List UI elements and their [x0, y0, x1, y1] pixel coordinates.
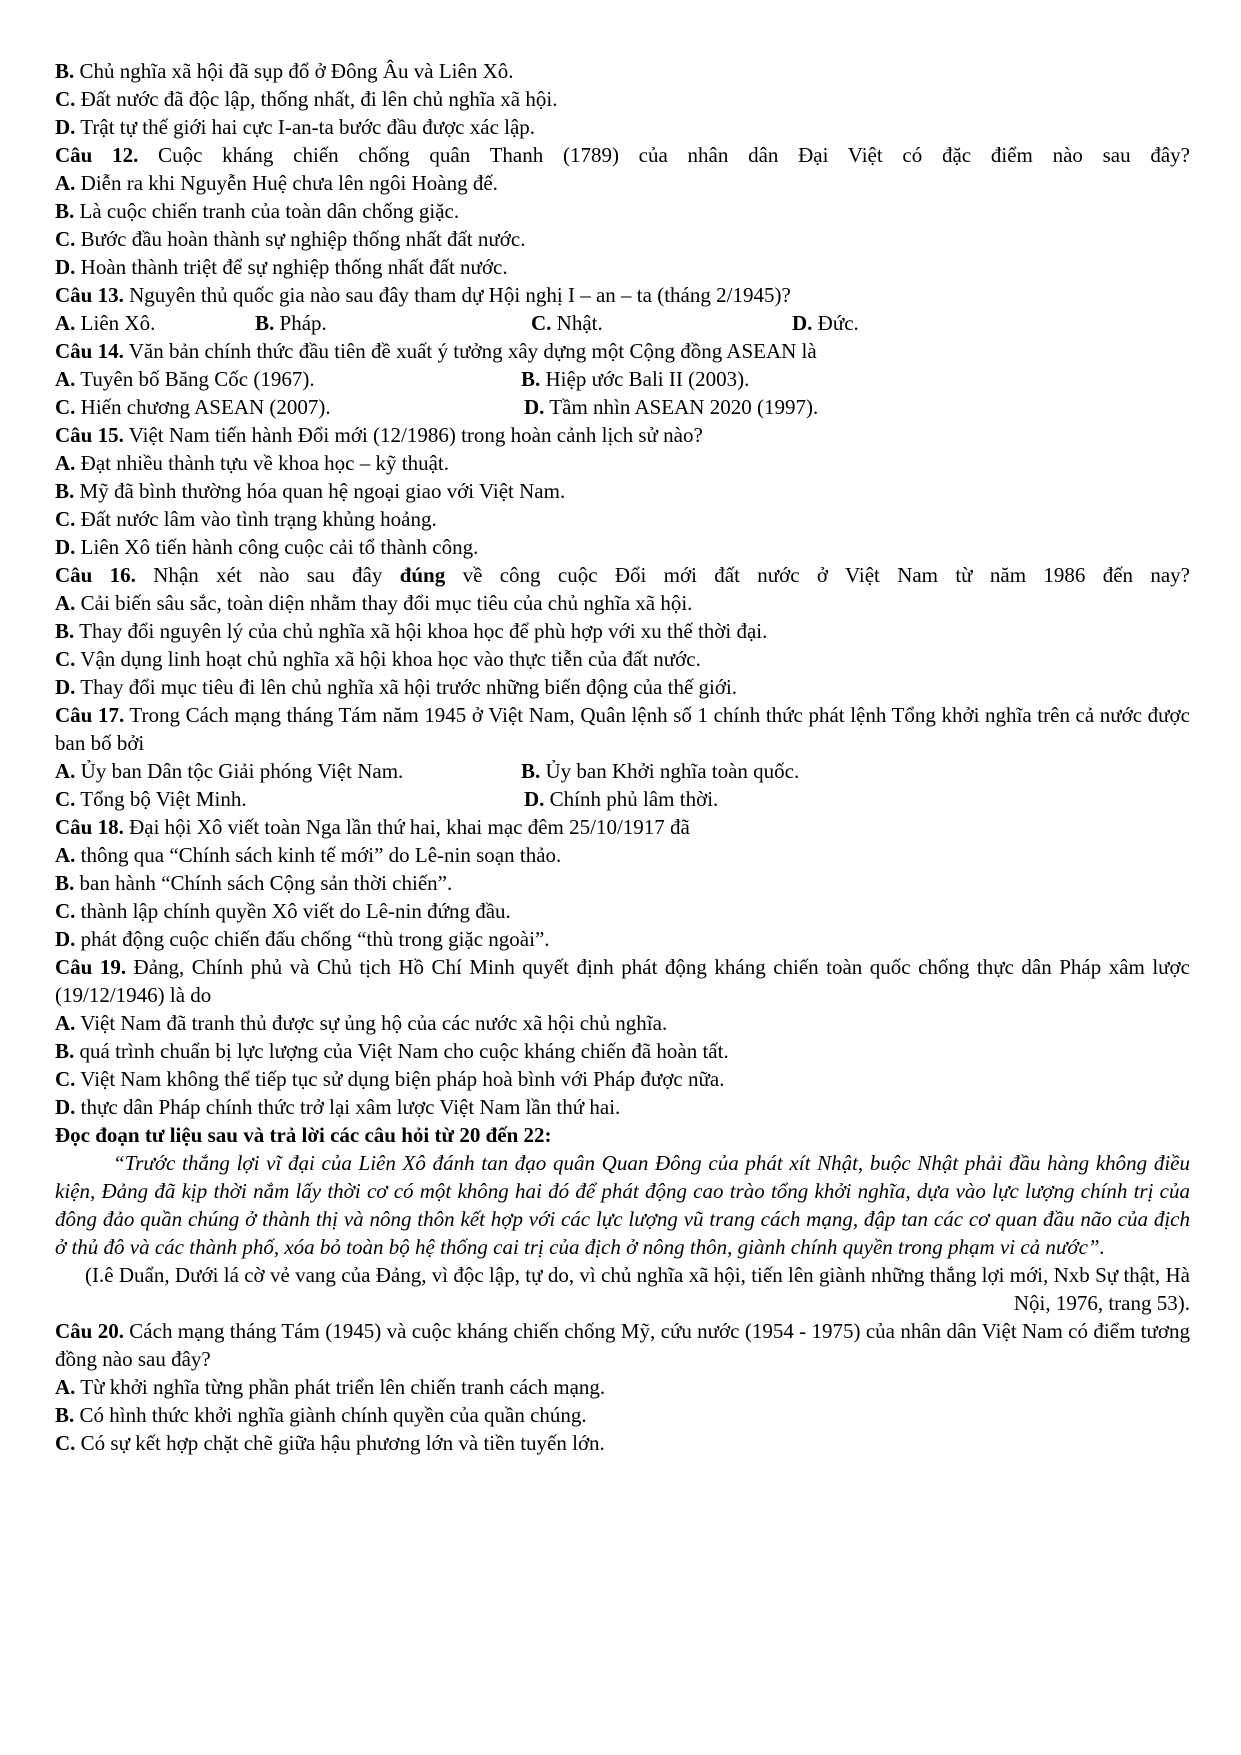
answer-option: [55, 225, 1190, 253]
text: Bước đầu hoàn thành sự nghiệp thống nhất đất nước.: [75, 227, 526, 251]
answer-option: [521, 757, 799, 785]
answer-option: [55, 1093, 1190, 1121]
bold-text: A.: [55, 759, 76, 783]
bold-text: D.: [55, 1095, 76, 1119]
answer-option: [55, 869, 1190, 897]
bold-text: đúng: [399, 563, 446, 587]
italic-text: “Trước thắng lợi vĩ đại của Liên Xô đánh tan đạo quân Quan Đông của phát xít Nhật, buộc Nhật phải đầu hàng không điều kiện, Đảng đã kịp thời nắm lấy thời cơ có một không hai đó để phát động cao trào tổng khởi nghĩa, dựa vào lực lượng chính trị của đông đảo quần chúng ở thành thị và nông thôn kết hợp với các lực lượng vũ trang cách mạng, đập tan các cơ quan đầu não của địch ở thủ đô và các thành phố, xóa bỏ toàn bộ hệ thống cai trị của địch ở nông thôn, giành chính quyền trong phạm vi cả nước”.: [55, 1151, 1190, 1259]
text: Đảng, Chính phủ và Chủ tịch Hồ Chí Minh quyết định phát động kháng chiến toàn quốc chống thực dân Pháp xâm lược (19/12/1946) là do: [55, 955, 1190, 1007]
answer-option: [521, 365, 749, 393]
bold-text: C.: [55, 1067, 76, 1091]
bold-text: Câu 13.: [55, 283, 124, 307]
answer-option: [255, 309, 327, 337]
answer-option: [55, 645, 1190, 673]
bold-text: B.: [55, 199, 75, 223]
bold-text: C.: [55, 899, 76, 923]
answer-option: [55, 253, 1190, 281]
text: phát động cuộc chiến đấu chống “thù trong giặc ngoài”.: [75, 927, 550, 951]
text: Thay đổi nguyên lý của chủ nghĩa xã hội khoa học để phù hợp với xu thế thời đại.: [74, 619, 768, 643]
text: Có hình thức khởi nghĩa giành chính quyền của quần chúng.: [74, 1403, 587, 1427]
text: Hiệp ước Bali II (2003).: [540, 367, 750, 391]
bold-text: D.: [524, 787, 545, 811]
text: Trong Cách mạng tháng Tám năm 1945 ở Việt Nam, Quân lệnh số 1 chính thức phát lệnh Tổng khởi nghĩa trên cả nước được ban bố bởi: [55, 703, 1190, 755]
bold-text: Câu 18.: [55, 815, 124, 839]
text: Ủy ban Khởi nghĩa toàn quốc.: [540, 759, 800, 783]
question-17: [55, 701, 1190, 757]
text: Chính phủ lâm thời.: [544, 787, 719, 811]
bold-text: C.: [55, 1431, 76, 1455]
bold-text: A.: [55, 171, 76, 195]
text: Vận dụng linh hoạt chủ nghĩa xã hội khoa học vào thực tiễn của đất nước.: [75, 647, 701, 671]
text: thông qua “Chính sách kinh tế mới” do Lê-nin soạn thảo.: [75, 843, 562, 867]
text: Liên Xô.: [75, 311, 156, 335]
text: Mỹ đã bình thường hóa quan hệ ngoại giao với Việt Nam.: [74, 479, 566, 503]
question-12: [55, 141, 1190, 169]
bold-text: B.: [55, 871, 75, 895]
text: Đất nước lâm vào tình trạng khủng hoảng.: [75, 507, 437, 531]
bold-text: B.: [55, 59, 75, 83]
bold-text: A.: [55, 311, 76, 335]
answer-option: [55, 897, 1190, 925]
question-13: [55, 281, 1190, 309]
bold-text: B.: [521, 367, 541, 391]
answer-option: [55, 1009, 1190, 1037]
text: Nguyên thủ quốc gia nào sau đây tham dự Hội nghị I – an – ta (tháng 2/1945)?: [123, 283, 791, 307]
bold-text: B.: [55, 1403, 75, 1427]
text: Đạt nhiều thành tựu về khoa học – kỹ thuật.: [75, 451, 449, 475]
bold-text: D.: [55, 927, 76, 951]
answer-option: [55, 617, 1190, 645]
bold-text: Câu 12.: [55, 143, 139, 167]
bold-text: D.: [55, 255, 76, 279]
text: Thay đổi mục tiêu đi lên chủ nghĩa xã hội trước những biến động của thế giới.: [75, 675, 738, 699]
text: Cách mạng tháng Tám (1945) và cuộc kháng chiến chống Mỹ, cứu nước (1954 - 1975) của nhân dân Việt Nam có điểm tương đồng nào sau đây?: [55, 1319, 1190, 1371]
answer-option: [55, 589, 1190, 617]
answer-option: [55, 169, 1190, 197]
answer-option: [55, 1429, 1190, 1457]
bold-text: B.: [55, 1039, 75, 1063]
bold-text: B.: [521, 759, 541, 783]
bold-text: Câu 14.: [55, 339, 124, 363]
answer-option-row: [55, 757, 1190, 785]
bold-text: D.: [55, 115, 76, 139]
answer-option-row: [55, 393, 1190, 421]
text: Việt Nam đã tranh thủ được sự ủng hộ của các nước xã hội chủ nghĩa.: [75, 1011, 668, 1035]
answer-option-row: [55, 309, 1190, 337]
text: Tuyên bố Băng Cốc (1967).: [75, 367, 315, 391]
text: Trật tự thế giới hai cực I-an-ta bước đầu được xác lập.: [75, 115, 536, 139]
bold-text: C.: [531, 311, 552, 335]
bold-text: D.: [792, 311, 813, 335]
text: Đại hội Xô viết toàn Nga lần thứ hai, khai mạc đêm 25/10/1917 đã: [123, 815, 690, 839]
bold-text: C.: [55, 507, 76, 531]
bold-text: C.: [55, 227, 76, 251]
text: Đất nước đã độc lập, thống nhất, đi lên chủ nghĩa xã hội.: [75, 87, 558, 111]
answer-option: [55, 673, 1190, 701]
bold-text: Câu 19.: [55, 955, 127, 979]
text: Liên Xô tiến hành công cuộc cải tổ thành công.: [75, 535, 479, 559]
text: Văn bản chính thức đầu tiên đề xuất ý tưởng xây dựng một Cộng đồng ASEAN là: [123, 339, 817, 363]
text: Cải biến sâu sắc, toàn diện nhằm thay đổi mục tiêu của chủ nghĩa xã hội.: [75, 591, 693, 615]
bold-text: A.: [55, 451, 76, 475]
answer-option: [55, 1065, 1190, 1093]
bold-text: Đọc đoạn tư liệu sau và trả lời các câu hỏi từ 20 đến 22:: [55, 1123, 552, 1147]
answer-option-row: [55, 785, 1190, 813]
bold-text: A.: [55, 591, 76, 615]
question-18: [55, 813, 1190, 841]
answer-option: [55, 365, 315, 393]
bold-text: B.: [55, 619, 75, 643]
text: Ủy ban Dân tộc Giải phóng Việt Nam.: [75, 759, 404, 783]
answer-option: [55, 113, 1190, 141]
text: Là cuộc chiến tranh của toàn dân chống giặc.: [74, 199, 460, 223]
text: Tổng bộ Việt Minh.: [75, 787, 247, 811]
question-20: [55, 1317, 1190, 1373]
question-14: [55, 337, 1190, 365]
answer-option: [55, 309, 155, 337]
answer-option: [531, 309, 603, 337]
answer-option: [524, 393, 818, 421]
text: Nhật.: [551, 311, 603, 335]
text: Nhận xét nào sau đây: [135, 563, 400, 587]
bold-text: Câu 16.: [55, 563, 136, 587]
text: Pháp.: [274, 311, 327, 335]
question-16: [55, 561, 1190, 589]
text: quá trình chuẩn bị lực lượng của Việt Nam cho cuộc kháng chiến đã hoàn tất.: [74, 1039, 729, 1063]
bold-text: C.: [55, 87, 76, 111]
answer-option: [55, 85, 1190, 113]
text: Hoàn thành triệt để sự nghiệp thống nhất đất nước.: [75, 255, 508, 279]
answer-option: [55, 393, 331, 421]
answer-option: [55, 841, 1190, 869]
bold-text: Câu 15.: [55, 423, 124, 447]
text: Diễn ra khi Nguyễn Huệ chưa lên ngôi Hoàng đế.: [75, 171, 498, 195]
answer-option: [55, 477, 1190, 505]
bold-text: B.: [55, 479, 75, 503]
bold-text: C.: [55, 647, 76, 671]
passage: [55, 1149, 1190, 1261]
bold-text: A.: [55, 843, 76, 867]
text: ban hành “Chính sách Cộng sản thời chiến”.: [74, 871, 453, 895]
answer-option: [55, 1037, 1190, 1065]
bold-text: B.: [255, 311, 275, 335]
answer-option: [55, 925, 1190, 953]
answer-option: [55, 57, 1190, 85]
bold-text: A.: [55, 367, 76, 391]
answer-option: [55, 449, 1190, 477]
bold-text: C.: [55, 787, 76, 811]
text: thực dân Pháp chính thức trở lại xâm lược Việt Nam lần thứ hai.: [75, 1095, 621, 1119]
text: Tầm nhìn ASEAN 2020 (1997).: [544, 395, 819, 419]
bold-text: D.: [55, 535, 76, 559]
text: Chủ nghĩa xã hội đã sụp đổ ở Đông Âu và Liên Xô.: [74, 59, 514, 83]
bold-text: A.: [55, 1375, 76, 1399]
text: (I.ê Duẩn, Dưới lá cờ vẻ vang của Đảng, vì độc lập, tự do, vì chủ nghĩa xã hội, tiến lên giành những thắng lợi mới, Nxb Sự thật, Hà Nội, 1976, trang 53).: [85, 1263, 1190, 1315]
answer-option: [55, 505, 1190, 533]
bold-text: D.: [524, 395, 545, 419]
section-heading: [55, 1121, 1190, 1149]
answer-option-row: [55, 365, 1190, 393]
text: Việt Nam không thể tiếp tục sử dụng biện pháp hoà bình với Pháp được nữa.: [75, 1067, 725, 1091]
text: Từ khởi nghĩa từng phần phát triển lên chiến tranh cách mạng.: [75, 1375, 606, 1399]
bold-text: A.: [55, 1011, 76, 1035]
bold-text: D.: [55, 675, 76, 699]
answer-option: [792, 309, 859, 337]
bold-text: C.: [55, 395, 76, 419]
answer-option: [524, 785, 718, 813]
text: Hiến chương ASEAN (2007).: [75, 395, 331, 419]
bold-text: Câu 17.: [55, 703, 125, 727]
text: Cuộc kháng chiến chống quân Thanh (1789) của nhân dân Đại Việt có đặc điểm nào sau đây?: [138, 143, 1190, 167]
answer-option: [55, 757, 403, 785]
answer-option: [55, 785, 247, 813]
question-19: [55, 953, 1190, 1009]
text: Có sự kết hợp chặt chẽ giữa hậu phương lớn và tiền tuyến lớn.: [75, 1431, 605, 1455]
citation: [55, 1261, 1190, 1317]
answer-option: [55, 1373, 1190, 1401]
answer-option: [55, 1401, 1190, 1429]
text: thành lập chính quyền Xô viết do Lê-nin đứng đầu.: [75, 899, 511, 923]
text: Đức.: [812, 311, 859, 335]
bold-text: Câu 20.: [55, 1319, 124, 1343]
question-15: [55, 421, 1190, 449]
answer-option: [55, 533, 1190, 561]
text: về công cuộc Đổi mới đất nước ở Việt Nam từ năm 1986 đến nay?: [445, 563, 1190, 587]
answer-option: [55, 197, 1190, 225]
text: Việt Nam tiến hành Đổi mới (12/1986) trong hoàn cảnh lịch sử nào?: [123, 423, 703, 447]
